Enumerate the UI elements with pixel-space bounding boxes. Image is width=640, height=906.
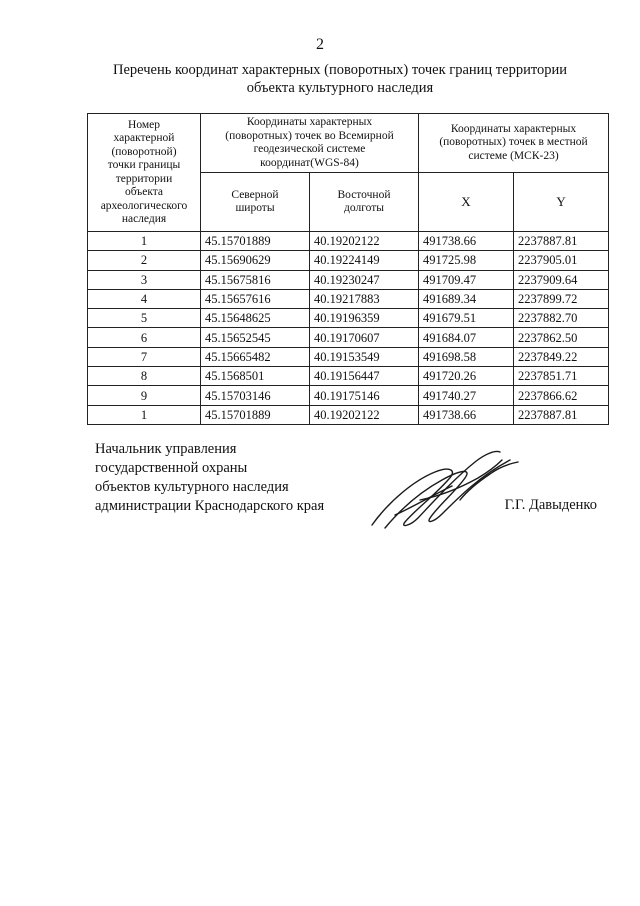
handwritten-signature — [360, 440, 530, 540]
latitude-cell: 45.15675816 — [201, 270, 310, 289]
y-cell: 2237887.81 — [514, 405, 609, 424]
table-row — [88, 328, 609, 347]
x-cell: 491698.58 — [419, 347, 514, 366]
page-number: 2 — [316, 36, 324, 53]
x-cell: 491740.27 — [419, 386, 514, 405]
y-cell: 2237909.64 — [514, 270, 609, 289]
point-number-cell: 5 — [88, 309, 201, 328]
signatory-position-line: администрации Краснодарского края — [95, 498, 325, 514]
signatory-position-line: государственной охраны — [95, 460, 248, 476]
signatory-position-line: объектов культурного наследия — [95, 479, 289, 495]
x-cell: 491679.51 — [419, 309, 514, 328]
header-wgs84-group: Координаты характерных (поворотных) точек во Всемирной геодезической системе координат(WGS-84) — [201, 114, 419, 173]
point-number-cell: 3 — [88, 270, 201, 289]
document-title — [70, 61, 610, 97]
header-msk23-group: Координаты характерных (поворотных) точек в местной системе (МСК-23) — [419, 114, 609, 173]
latitude-cell: 45.15648625 — [201, 309, 310, 328]
y-cell: 2237887.81 — [514, 232, 609, 251]
longitude-cell: 40.19153549 — [310, 347, 419, 366]
longitude-cell: 40.19170607 — [310, 328, 419, 347]
table-row — [88, 367, 609, 386]
latitude-cell: 45.15701889 — [201, 232, 310, 251]
title-line: объекта культурного наследия — [246, 80, 434, 96]
longitude-cell: 40.19230247 — [310, 270, 419, 289]
point-number-cell: 9 — [88, 386, 201, 405]
header-east-longitude: Восточной долготы — [310, 173, 419, 232]
longitude-cell: 40.19202122 — [310, 232, 419, 251]
table-row — [88, 289, 609, 308]
title-line: Перечень координат характерных (поворотных) точек границ территории — [112, 62, 568, 78]
header-point-number: Номер характерной (поворотной) точки границы территории объекта археологического наследия — [88, 114, 201, 232]
x-cell: 491725.98 — [419, 251, 514, 270]
header-x: X — [419, 173, 514, 232]
table-row — [88, 405, 609, 424]
latitude-cell: 45.15665482 — [201, 347, 310, 366]
y-cell: 2237849.22 — [514, 347, 609, 366]
y-cell: 2237905.01 — [514, 251, 609, 270]
x-cell: 491720.26 — [419, 367, 514, 386]
table-row — [88, 251, 609, 270]
x-cell: 491738.66 — [419, 405, 514, 424]
point-number-cell: 4 — [88, 289, 201, 308]
point-number-cell: 8 — [88, 367, 201, 386]
longitude-cell: 40.19224149 — [310, 251, 419, 270]
y-cell: 2237882.70 — [514, 309, 609, 328]
point-number-cell: 2 — [88, 251, 201, 270]
longitude-cell: 40.19156447 — [310, 367, 419, 386]
latitude-cell: 45.1568501 — [201, 367, 310, 386]
table-row — [88, 386, 609, 405]
header-north-latitude: Северной широты — [201, 173, 310, 232]
longitude-cell: 40.19202122 — [310, 405, 419, 424]
x-cell: 491709.47 — [419, 270, 514, 289]
y-cell: 2237851.71 — [514, 367, 609, 386]
y-cell: 2237866.62 — [514, 386, 609, 405]
latitude-cell: 45.15703146 — [201, 386, 310, 405]
latitude-cell: 45.15701889 — [201, 405, 310, 424]
signatory-position — [95, 440, 324, 516]
point-number-cell: 1 — [88, 405, 201, 424]
longitude-cell: 40.19217883 — [310, 289, 419, 308]
x-cell: 491738.66 — [419, 232, 514, 251]
point-number-cell: 6 — [88, 328, 201, 347]
latitude-cell: 45.15652545 — [201, 328, 310, 347]
y-cell: 2237862.50 — [514, 328, 609, 347]
longitude-cell: 40.19196359 — [310, 309, 419, 328]
point-number-cell: 1 — [88, 232, 201, 251]
table-row — [88, 270, 609, 289]
coordinates-table — [87, 113, 609, 425]
table-row — [88, 309, 609, 328]
signatory-position-line: Начальник управления — [95, 441, 237, 457]
x-cell: 491684.07 — [419, 328, 514, 347]
point-number-cell: 7 — [88, 347, 201, 366]
table-row — [88, 232, 609, 251]
y-cell: 2237899.72 — [514, 289, 609, 308]
signer-name: Г.Г. Давыденко — [504, 497, 597, 513]
latitude-cell: 45.15690629 — [201, 251, 310, 270]
x-cell: 491689.34 — [419, 289, 514, 308]
latitude-cell: 45.15657616 — [201, 289, 310, 308]
header-y: Y — [514, 173, 609, 232]
longitude-cell: 40.19175146 — [310, 386, 419, 405]
table-row — [88, 347, 609, 366]
